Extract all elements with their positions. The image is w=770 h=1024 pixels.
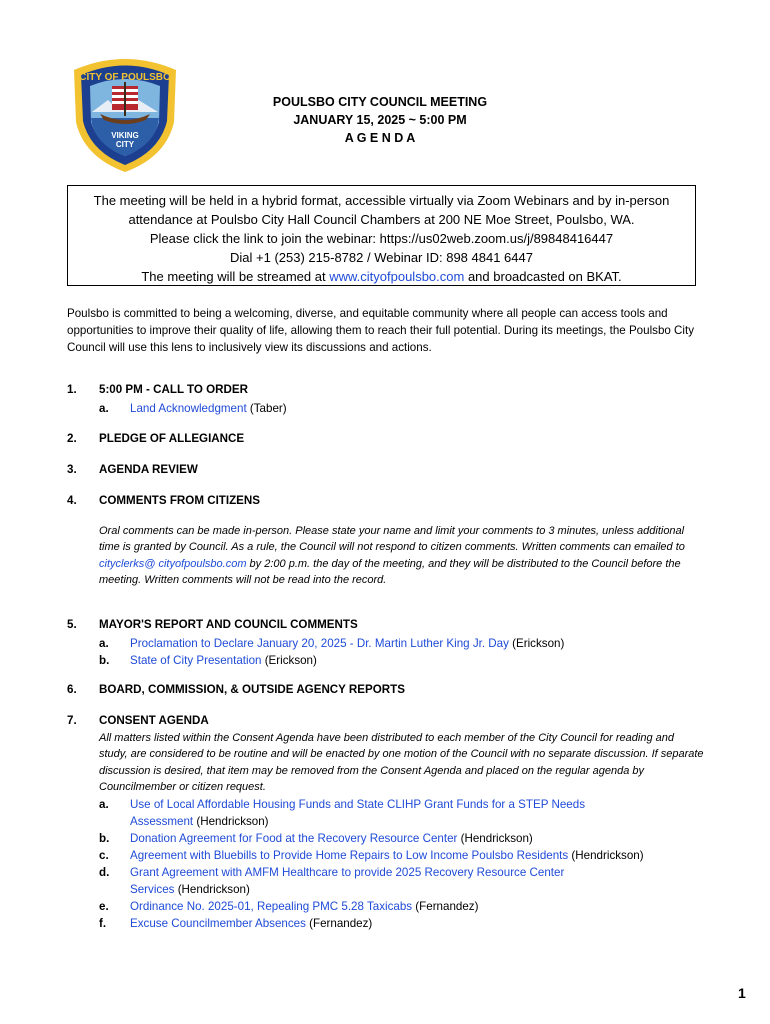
subitem-letter: b. (99, 832, 110, 845)
item-heading: AGENDA REVIEW (99, 463, 198, 476)
note-text: by 2:00 p.m. the day of the meeting, and they will be distributed to the Council before the meeting. Written comments will not be read into the record. (99, 557, 681, 587)
title-line-3: A G E N D A (344, 131, 416, 145)
website-link[interactable]: www.cityofpoulsbo.com (329, 269, 465, 284)
item-number: 5. (67, 618, 77, 631)
item-number: 4. (67, 494, 77, 507)
subitem-letter: a. (99, 798, 109, 811)
meeting-info-line-4: Dial +1 (253) 215-8782 / Webinar ID: 898 4841 6447 (230, 250, 533, 265)
item-heading: COMMENTS FROM CITIZENS (99, 494, 261, 507)
item-heading: PLEDGE OF ALLEGIANCE (99, 432, 245, 445)
title-line-1: POULSBO CITY COUNCIL MEETING (272, 95, 488, 109)
subitem-letter: c. (99, 849, 109, 862)
city-logo (66, 52, 184, 174)
stream-suffix: and broadcasted on BKAT. (464, 269, 622, 284)
excuse-absences-link[interactable]: Excuse Councilmember Absences (130, 917, 306, 930)
logo-bottom-text-2: CITY (115, 140, 135, 149)
subitem-presenter: (Fernandez) (305, 917, 373, 930)
logo-bottom-text-1: VIKING (111, 131, 139, 140)
subitem-presenter: (Erickson) (508, 637, 565, 650)
item-heading: CONSENT AGENDA (99, 714, 209, 727)
meeting-info-line-2: attendance at Poulsbo City Hall Council Chambers at 200 NE Moe Street, Poulsbo, WA. (128, 212, 635, 227)
item-number: 2. (67, 432, 77, 445)
subitem-presenter: (Hendrickson) (193, 815, 269, 828)
subitem-presenter: (Hendrickson) (457, 832, 533, 845)
consent-agenda-note: All matters listed within the Consent Agenda have been distributed to each member of the City Council for reading and study, are considered to be routine and will be enacted by one motion of the Council with no separate discussion. If separate discussion is desired, that item may be removed from the Consent Agenda and placed on the regular agenda by Councilmember or citizen request. (99, 732, 704, 794)
item-heading: BOARD, COMMISSION, & OUTSIDE AGENCY REPORTS (99, 683, 405, 696)
ordinance-link[interactable]: Ordinance No. 2025-01, Repealing PMC 5.28 Taxicabs (130, 900, 413, 913)
page-title (230, 93, 530, 147)
subitem-letter: a. (99, 402, 109, 415)
subitem-letter: a. (99, 637, 109, 650)
note-text: Oral comments can be made in-person. Please state your name and limit your comments to 3 minutes, unless additional time is granted by Council. As a rule, the Council will not respond to citizen comments. Written comments can emailed to (99, 525, 685, 554)
subitem-presenter: (Taber) (246, 402, 287, 415)
subitem-letter: f. (99, 917, 107, 930)
item-number: 1. (67, 383, 77, 396)
stream-prefix: The meeting will be streamed at (141, 269, 330, 284)
title-line-2: JANUARY 15, 2025 ~ 5:00 PM (293, 113, 467, 127)
intro-paragraph: Poulsbo is committed to being a welcoming, diverse, and equitable community where all people can access tools and opportunities to improve their quality of life, allowing them to reach their full potential. During its meetings, the Poulsbo City Council will use this lens to inclusively view its discussions and actions. (67, 307, 695, 354)
mlk-proclamation-link[interactable]: Proclamation to Declare January 20, 2025 - Dr. Martin Luther King Jr. Day (130, 637, 509, 650)
meeting-info-line-3: Please click the link to join the webinar: https://us02web.zoom.us/j/89848416447 (149, 231, 614, 246)
amfm-grant-link-cont[interactable]: Services (130, 883, 175, 896)
land-acknowledgment-link[interactable]: Land Acknowledgment (130, 402, 247, 415)
item-number: 6. (67, 683, 77, 696)
logo-top-text: CITY OF POULSBO (79, 72, 171, 83)
subitem-presenter: (Hendrickson) (568, 849, 644, 862)
housing-funds-link[interactable]: Use of Local Affordable Housing Funds and State CLIHP Grant Funds for a STEP Needs (130, 798, 585, 811)
state-of-city-link[interactable]: State of City Presentation (130, 654, 262, 667)
bluebills-agreement-link[interactable]: Agreement with Bluebills to Provide Home Repairs to Low Income Poulsbo Residents (130, 849, 569, 862)
subitem-presenter: (Hendrickson) (174, 883, 250, 896)
city-clerks-email-link[interactable]: cityclerks@ cityofpoulsbo.com (99, 557, 247, 570)
subitem-presenter: (Erickson) (261, 654, 317, 667)
item-number: 7. (67, 714, 77, 727)
citizen-comments-note (99, 523, 704, 589)
subitem-letter: e. (99, 900, 109, 913)
amfm-grant-link[interactable]: Grant Agreement with AMFM Healthcare to provide 2025 Recovery Resource Center (130, 866, 565, 879)
subitem-presenter: (Fernandez) (412, 900, 479, 913)
item-heading: MAYOR'S REPORT AND COUNCIL COMMENTS (99, 618, 358, 631)
housing-funds-link-cont[interactable]: Assessment (130, 815, 194, 828)
meeting-info-line-1: The meeting will be held in a hybrid format, accessible virtually via Zoom Webinars and by in-person (93, 193, 670, 208)
subitem-letter: b. (99, 654, 110, 667)
food-donation-link[interactable]: Donation Agreement for Food at the Recovery Resource Center (130, 832, 458, 845)
meeting-info-box (67, 185, 696, 286)
item-heading: 5:00 PM - CALL TO ORDER (99, 383, 249, 396)
page-number: 1 (738, 985, 746, 1001)
meeting-info-line-5 (68, 267, 695, 286)
item-number: 3. (67, 463, 77, 476)
subitem-letter: d. (99, 866, 110, 879)
